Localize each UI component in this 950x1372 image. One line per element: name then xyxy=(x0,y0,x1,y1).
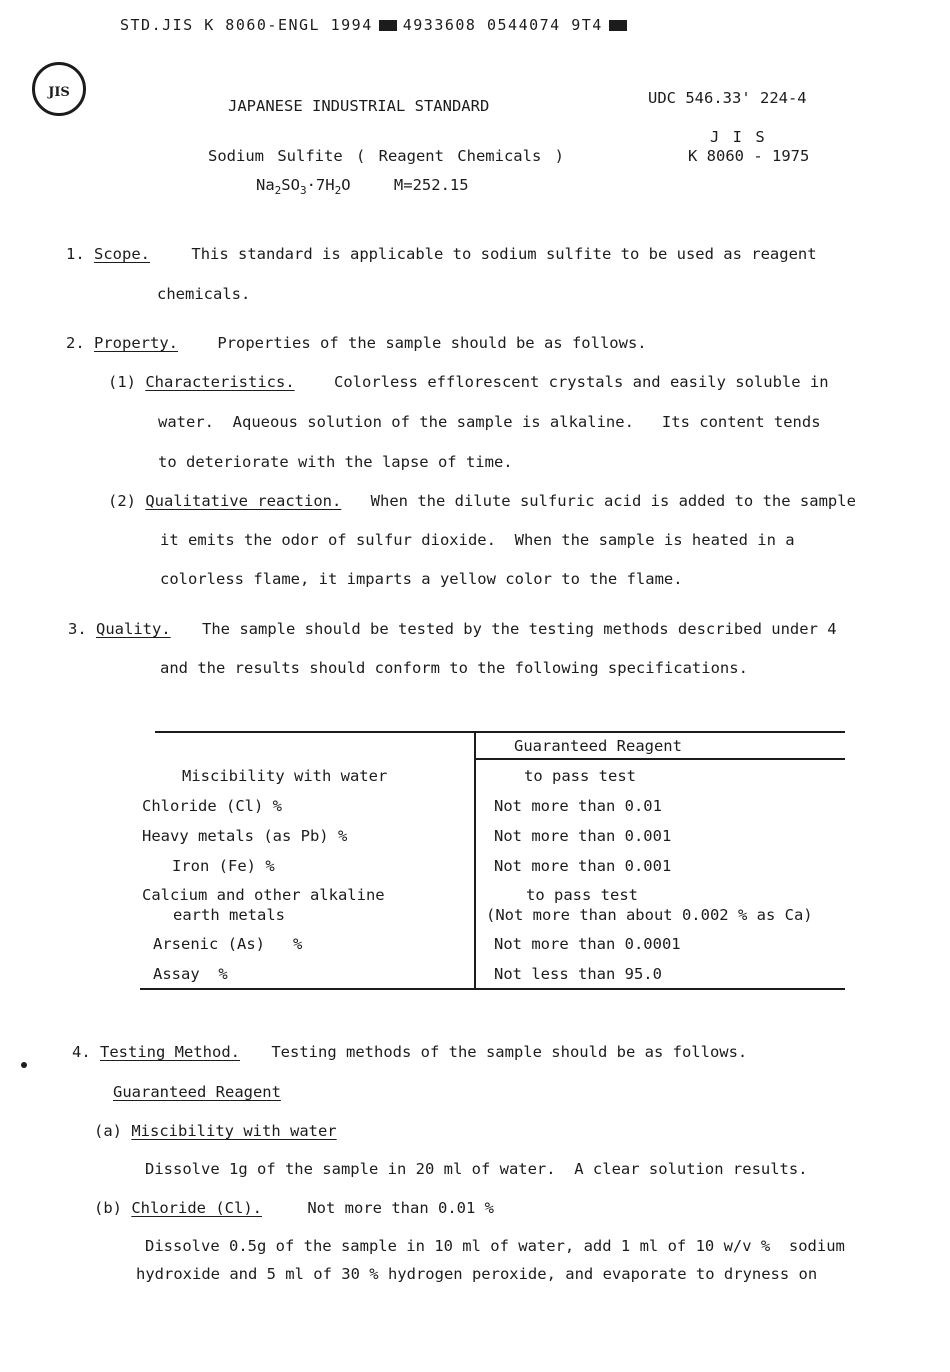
jis-logo: JIS xyxy=(32,62,86,116)
table-row-value: Not more than 0.001 xyxy=(494,857,672,875)
test-b: (b) Chloride (Cl). Not more than 0.01 % xyxy=(94,1199,494,1217)
test-a-text: Dissolve 1g of the sample in 20 ml of water. A clear solution results. xyxy=(145,1160,808,1178)
table-row-item: Miscibility with water xyxy=(182,767,388,785)
section-quality: 3. Quality. The sample should be tested by the testing methods described under 4 xyxy=(68,620,837,638)
section-property: 2. Property. Properties of the sample should be as follows. xyxy=(66,334,647,352)
test-b-line-2: hydroxide and 5 ml of 30 % hydrogen peroxide, and evaporate to dryness on xyxy=(136,1265,818,1283)
table-row-item: Chloride (Cl) % xyxy=(142,797,282,815)
reagent-grade: Guaranteed Reagent xyxy=(113,1083,281,1101)
section-testing-method: 4. Testing Method. Testing methods of the sample should be as follows. xyxy=(72,1043,748,1061)
chemical-formula: $Na_2SO_3\cdot 7H_2O$ M=252.15 xyxy=(256,176,469,198)
scan-mark xyxy=(21,1062,27,1068)
table-column-header: Guaranteed Reagent xyxy=(514,737,682,755)
qualitative-heading: Qualitative reaction. xyxy=(145,492,342,510)
characteristics: (1) Characteristics. Colorless efflorescent crystals and easily soluble in xyxy=(108,373,829,391)
table-row-value-cont: (Not more than about 0.002 % as Ca) xyxy=(486,906,813,924)
redaction-block xyxy=(379,20,397,31)
table-row-item: Heavy metals (as Pb) % xyxy=(142,827,348,845)
jis-number: K 8060 - 1975 xyxy=(688,147,810,165)
redaction-block xyxy=(609,20,627,31)
qualitative-reaction: (2) Qualitative reaction. When the dilute sulfuric acid is added to the sample xyxy=(108,492,856,510)
test-a-heading: Miscibility with water xyxy=(131,1122,337,1140)
quality-heading: Quality. xyxy=(96,620,171,638)
table-row-item: Arsenic (As) % xyxy=(153,935,303,953)
document-code-header xyxy=(120,16,633,34)
table-row-value: to pass test xyxy=(526,886,638,904)
test-b-heading: Chloride (Cl). xyxy=(131,1199,262,1217)
table-row-item: Calcium and other alkaline xyxy=(142,886,385,904)
table-row-value: to pass test xyxy=(524,767,636,785)
section-scope: 1. Scope. This standard is applicable to sodium sulfite to be used as reagent xyxy=(66,245,817,263)
org-title: JAPANESE INDUSTRIAL STANDARD xyxy=(228,97,490,115)
table-row-value: Not less than 95.0 xyxy=(494,965,662,983)
scope-line-2: chemicals. xyxy=(157,285,251,303)
udc-number: UDC 546.33' 224-4 xyxy=(648,89,807,107)
barcode-text: 4933608 0544074 9T4 xyxy=(402,16,603,34)
testing-heading: Testing Method. xyxy=(100,1043,240,1061)
table-row-value: Not more than 0.0001 xyxy=(494,935,681,953)
std-code: STD.JIS K 8060-ENGL 1994 xyxy=(120,16,373,34)
document-title: Sodium Sulfite ( Reagent Chemicals ) xyxy=(208,147,564,165)
table-row-item: Iron (Fe) % xyxy=(172,857,275,875)
test-a: (a) Miscibility with water xyxy=(94,1122,337,1140)
qualitative-line-2: it emits the odor of sulfur dioxide. When the sample is heated in a xyxy=(160,531,795,549)
molar-mass: M=252.15 xyxy=(393,176,469,194)
characteristics-line-3: to deteriorate with the lapse of time. xyxy=(158,453,513,471)
scope-heading: Scope. xyxy=(94,245,151,263)
property-heading: Property. xyxy=(94,334,179,352)
characteristics-line-2: water. Aqueous solution of the sample is alkaline. Its content tends xyxy=(158,413,821,431)
table-column-divider xyxy=(474,731,476,990)
characteristics-heading: Characteristics. xyxy=(145,373,295,391)
table-header-rule xyxy=(475,758,845,760)
table-row-value: Not more than 0.001 xyxy=(494,827,672,845)
table-top-rule xyxy=(155,731,845,733)
table-row-value: Not more than 0.01 xyxy=(494,797,662,815)
quality-line-2: and the results should conform to the following specifications. xyxy=(160,659,748,677)
table-row-item-cont: earth metals xyxy=(173,906,285,924)
table-row-item: Assay % xyxy=(153,965,228,983)
table-bottom-rule xyxy=(140,988,845,990)
test-b-line-1: Dissolve 0.5g of the sample in 10 ml of water, add 1 ml of 10 w/v % sodium xyxy=(145,1237,845,1255)
qualitative-line-3: colorless flame, it imparts a yellow color to the flame. xyxy=(160,570,683,588)
jis-label: J I S xyxy=(710,128,767,146)
